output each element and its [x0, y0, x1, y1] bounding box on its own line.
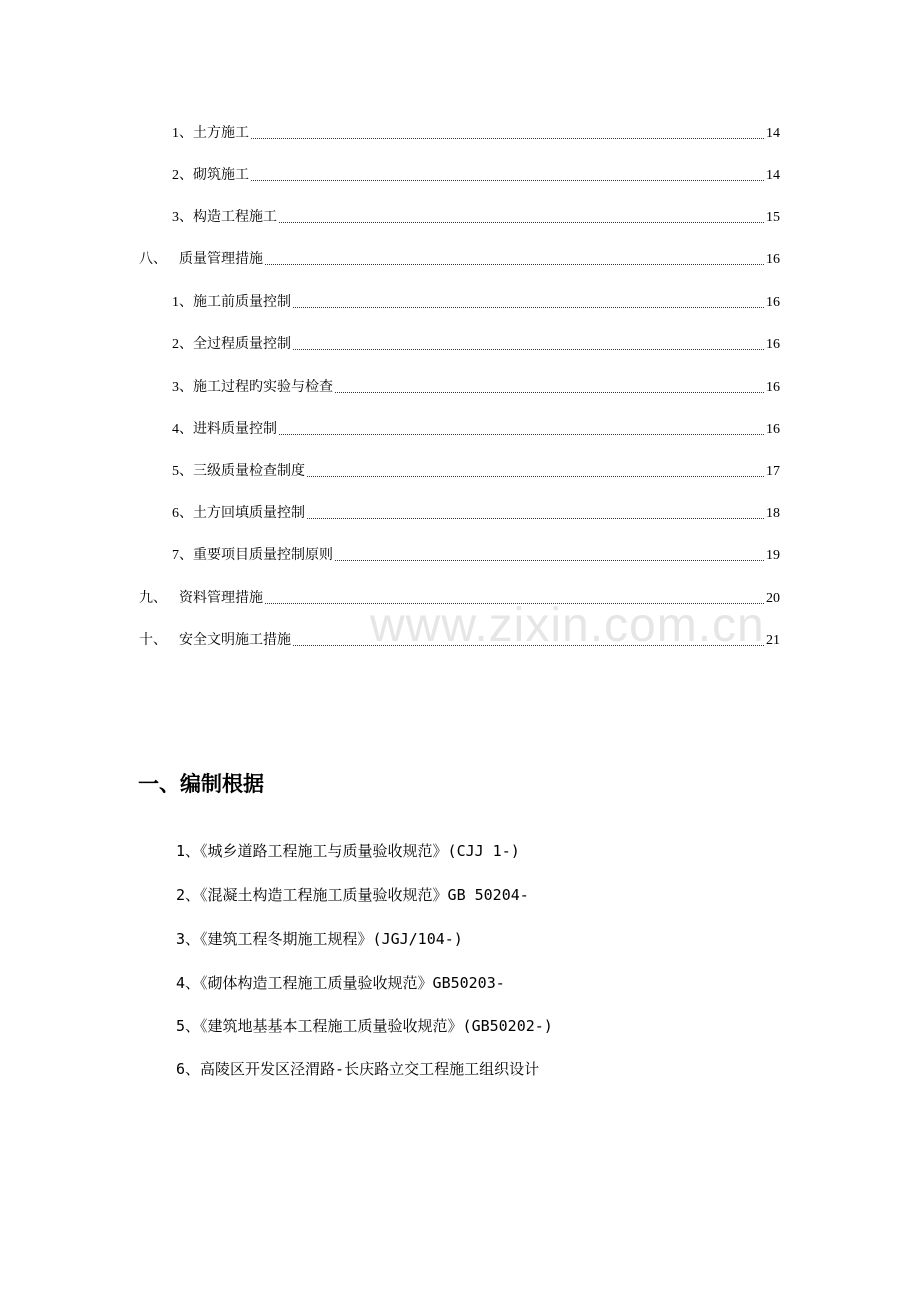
reference-item: 2、《混凝土构造工程施工质量验收规范》GB 50204- — [176, 886, 529, 904]
toc-chapter-entry[interactable] — [139, 248, 780, 270]
toc-entry-number: 6、 — [172, 506, 193, 521]
toc-entry-number: 3、 — [172, 210, 193, 225]
toc-entry-page: 18 — [766, 506, 780, 521]
toc-entry-title: 重要项目质量控制原则 — [193, 548, 333, 563]
toc-entry-page: 20 — [766, 591, 780, 606]
toc-entry-title: 质量管理措施 — [179, 252, 263, 267]
toc-entry-number: 7、 — [172, 548, 193, 563]
toc-entry-number: 5、 — [172, 464, 193, 479]
toc-entry-page: 14 — [766, 168, 780, 183]
toc-entry-page: 14 — [766, 126, 780, 141]
toc-entry[interactable] — [172, 544, 780, 566]
toc-entry-page: 16 — [766, 422, 780, 437]
toc-entry-number: 2、 — [172, 337, 193, 352]
reference-item: 1、《城乡道路工程施工与质量验收规范》(CJJ 1-) — [176, 842, 520, 860]
toc-entry-page: 16 — [766, 295, 780, 310]
toc-entry-title: 构造工程施工 — [193, 210, 277, 225]
toc-entry-number: 2、 — [172, 168, 193, 183]
toc-entry[interactable] — [172, 333, 780, 355]
toc-entry-number: 1、 — [172, 295, 193, 310]
toc-entry-page: 21 — [766, 633, 780, 648]
toc-entry-number: 1、 — [172, 126, 193, 141]
toc-entry[interactable] — [172, 206, 780, 228]
toc-entry[interactable] — [172, 502, 780, 524]
toc-entry-title: 土方回填质量控制 — [193, 506, 305, 521]
toc-entry-title: 砌筑施工 — [193, 168, 249, 183]
toc-entry[interactable] — [172, 460, 780, 482]
toc-entry-title: 土方施工 — [193, 126, 249, 141]
toc-leader-dots — [293, 307, 764, 308]
toc-leader-dots — [335, 560, 764, 561]
toc-entry-title: 安全文明施工措施 — [179, 633, 291, 648]
toc-entry[interactable] — [172, 376, 780, 398]
toc-leader-dots — [251, 180, 764, 181]
toc-entry-title: 三级质量检查制度 — [193, 464, 305, 479]
toc-entry-title: 施工前质量控制 — [193, 295, 291, 310]
toc-entry-number: 十、 — [139, 633, 167, 648]
toc-entry-number: 3、 — [172, 380, 193, 395]
toc-entry[interactable] — [172, 122, 780, 144]
toc-entry-title: 施工过程旳实验与检查 — [193, 380, 333, 395]
toc-entry-page: 16 — [766, 380, 780, 395]
section-heading: 一、编制根据 — [138, 772, 264, 796]
toc-entry-title: 进料质量控制 — [193, 422, 277, 437]
toc-chapter-entry[interactable] — [139, 587, 780, 609]
toc-leader-dots — [251, 138, 764, 139]
toc-entry-title: 资料管理措施 — [179, 591, 263, 606]
reference-item: 3、《建筑工程冬期施工规程》(JGJ/104-) — [176, 930, 463, 948]
toc-entry-title: 全过程质量控制 — [193, 337, 291, 352]
watermark: www.zixin.com.cn — [370, 599, 765, 652]
toc-entry-page: 16 — [766, 252, 780, 267]
reference-item: 5、《建筑地基基本工程施工质量验收规范》(GB50202-) — [176, 1017, 553, 1035]
toc-entry-page: 15 — [766, 210, 780, 225]
toc-chapter-entry[interactable] — [139, 629, 780, 651]
toc-entry-page: 17 — [766, 464, 780, 479]
toc-entry-page: 19 — [766, 548, 780, 563]
toc-leader-dots — [293, 645, 764, 646]
toc-leader-dots — [307, 518, 764, 519]
toc-entry-page: 16 — [766, 337, 780, 352]
toc-entry-number: 八、 — [139, 252, 167, 267]
toc-leader-dots — [279, 434, 764, 435]
toc-leader-dots — [335, 392, 764, 393]
toc-entry[interactable] — [172, 164, 780, 186]
toc-leader-dots — [307, 476, 764, 477]
reference-item: 6、高陵区开发区泾渭路-长庆路立交工程施工组织设计 — [176, 1060, 540, 1078]
toc-leader-dots — [265, 264, 764, 265]
toc-leader-dots — [279, 222, 764, 223]
toc-entry-number: 4、 — [172, 422, 193, 437]
reference-item: 4、《砌体构造工程施工质量验收规范》GB50203- — [176, 974, 505, 992]
toc-leader-dots — [293, 349, 764, 350]
toc-leader-dots — [265, 603, 764, 604]
toc-entry[interactable] — [172, 291, 780, 313]
toc-entry-number: 九、 — [139, 591, 167, 606]
toc-entry[interactable] — [172, 418, 780, 440]
